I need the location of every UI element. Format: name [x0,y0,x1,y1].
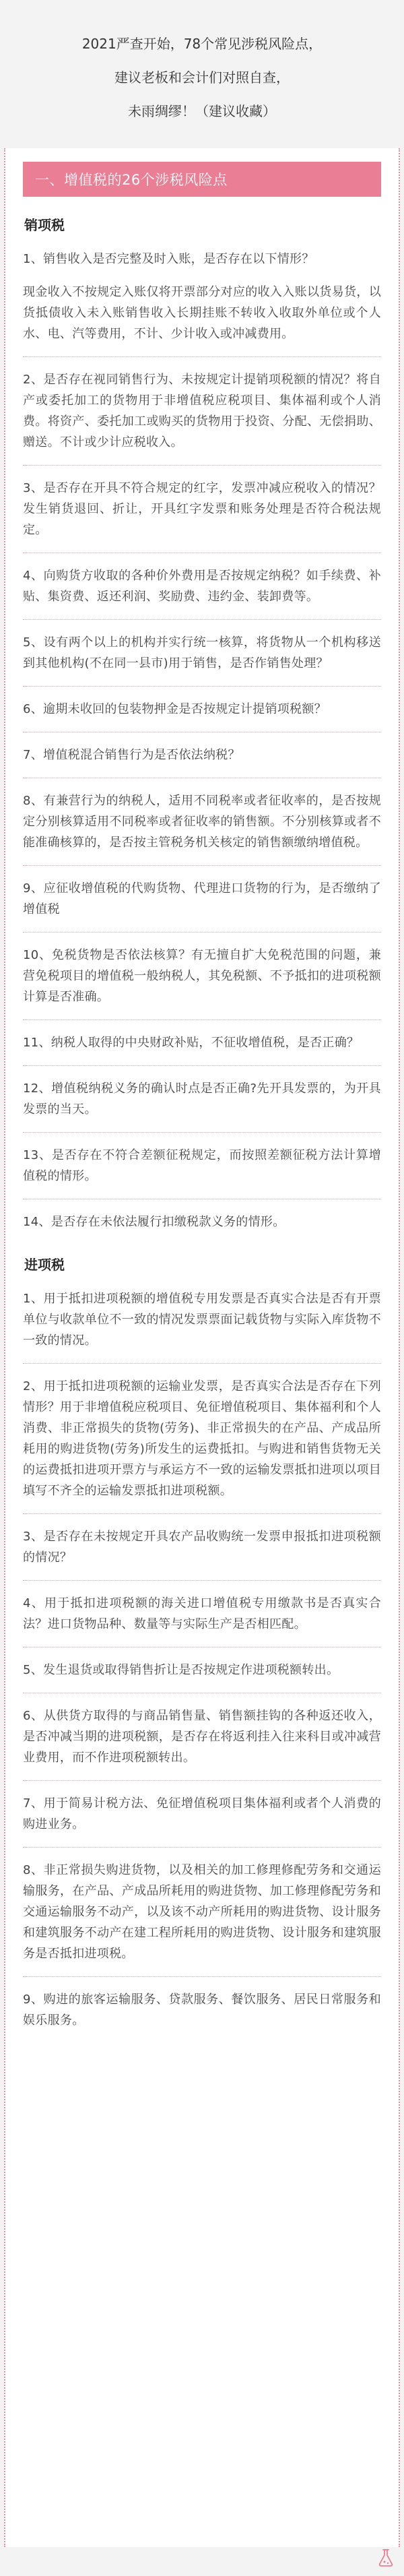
list-item: 9、购进的旅客运输服务、贷款服务、餐饮服务、居民日常服务和娱乐服务。 [23,1992,381,2028]
divider [23,1363,381,1364]
section-title-bar: 一、增值税的26个涉税风险点 [23,162,381,197]
list-item: 6、从供货方取得的与商品销售量、销售额挂钩的各种返还收入，是否冲减当期的进项税额，是否存在将返利挂入往来科目或冲减营业费用，而不作进项税额转出。 [23,1709,381,1765]
list-item: 1、销售收入是否完整及时入账，是否存在以下情形？ [23,252,314,266]
list-item: 8、有兼营行为的纳税人，适用不同税率或者征收率的，是否按规定分别核算适用不同税率或者征收率的销售额。不分别核算或者不能准确核算的，是否按主管税务机关核定的销售额缴纳增值税。 [23,794,381,850]
list-item: 14、是否存在未依法履行扣缴税款义务的情形。 [23,1215,285,1229]
list-item: 11、纳税人取得的中央财政补贴，不征收增值税，是否正确？ [23,1036,360,1050]
list-item: 5、发生退货或取得销售折让是否按规定作进项税额转出。 [23,1663,339,1677]
list-item: 3、是否存在开具不符合规定的红字，发票冲减应税收入的情况？发生销货退回、折让，开具红字发票和账务处理是否符合税法规定。 [23,481,381,537]
divider [23,1019,381,1020]
divider [23,932,381,933]
list-item: 7、增值税混合销售行为是否依法纳税？ [23,748,240,762]
divider [23,1132,381,1133]
flask-icon [376,2548,396,2568]
divider [23,1580,381,1581]
intro-line-1: 2021严查开始，78个常见涉税风险点， [81,36,323,52]
input-tax-heading: 进项税 [24,1257,65,1273]
divider [23,465,381,466]
divider [23,1976,381,1977]
divider [23,1065,381,1066]
list-item: 8、非正常损失购进货物，以及相关的加工修理修配劳务和交通运输服务，在产品、产成品所耗用的购进货物、加工修理修配劳务和交通运输服务不动产，以及该不动产所耗用的购进货物、设计服务和建筑服务不动产在建工程所耗用的购进货物、设计服务和建筑服务是否抵扣进项税。 [23,1863,381,1961]
sales-tax-list [23,249,381,1232]
list-item: 2、是否存在视同销售行为、未按规定计提销项税额的情况？将自产或委托加工的货物用于非增值税应税项目、集体福利或个人消费。将资产、委托加工或购买的货物用于投资、分配、无偿捐助、赠送。不计或少计应税收入。 [23,373,381,449]
divider [23,1513,381,1514]
list-item: 5、设有两个以上的机构并实行统一核算，将货物从一个机构移送到其他机构(不在同一县市)用于销售，是否作销售处理？ [23,635,381,670]
divider [23,356,381,357]
list-item: 3、是否存在未按规定开具农产品收购统一发票申报抵扣进项税额的情况？ [23,1530,381,1565]
divider [23,686,381,687]
list-item: 9、应征收增值税的代购货物、代理进口货物的行为，是否缴纳了增值税 [23,881,381,916]
divider [23,619,381,620]
list-item: 12、增值税纳税义务的确认时点是否正确?先开具发票的，为开具发票的当天。 [23,1081,381,1117]
list-item: 现金收入不按规定入账仅将开票部分对应的收入入账以货易货，以货抵债收入未入账销售收入长期挂账不转收入收取外单位或个人水、电、汽等费用，不计、少计收入或冲减费用。 [23,285,381,341]
content-card [4,148,400,2547]
intro-line-2: 建议老板和会计们对照自查， [114,69,290,86]
list-item: 13、是否存在不符合差额征税规定，而按照差额征税方法计算增值税的情形。 [23,1148,381,1183]
divider [23,1847,381,1848]
list-item: 4、用于抵扣进项税额的海关进口增值税专用缴款书是否真实合法？进口货物品种、数量等与实际生产是否相匹配。 [23,1596,381,1631]
sales-tax-heading: 销项税 [24,217,65,233]
list-item: 7、用于简易计税方法、免征增值税项目集体福利或者个人消费的购进业务。 [23,1796,381,1831]
list-item: 4、向购货方收取的各种价外费用是否按规定纳税？如手续费、补贴、集资费、返还利润、奖励费、违约金、装卸费等。 [23,569,381,604]
list-item: 2、用于抵扣进项税额的运输业发票，是否真实合法是否存在下列情形？用于非增值税应税项目、免征增值税项目、集体福利和个人消费、非正常损失的货物(劳务)、非正常损失的在产品、产成品所耗用的购进货物(劳务)所发生的运费抵扣。与购进和销售货物无关的运费抵扣进项开票方与承运方不一致的运输发票抵扣进项以项目填写不齐全的运输发票抵扣进项税额。 [23,1379,381,1498]
intro-block [0,0,404,148]
list-item: 10、免税货物是否依法核算？有无擅自扩大免税范围的问题，兼营免税项目的增值税一般纳税人，其免税额、不予抵扣的进项税额计算是否准确。 [23,948,381,1004]
divider [23,865,381,866]
intro-line-3: 未雨绸缪！（建议收藏） [128,103,276,119]
input-tax-list [23,1288,381,2031]
list-item: 6、逾期未收回的包装物押金是否按规定计提销项税额？ [23,702,327,716]
divider [23,1780,381,1781]
list-item: 1、用于抵扣进项税额的增值税专用发票是否真实合法是否有开票单位与收款单位不一致的情况发票票面记载货物与实际入库货物不一致的情况。 [23,1292,381,1348]
spacer [23,1245,381,1254]
